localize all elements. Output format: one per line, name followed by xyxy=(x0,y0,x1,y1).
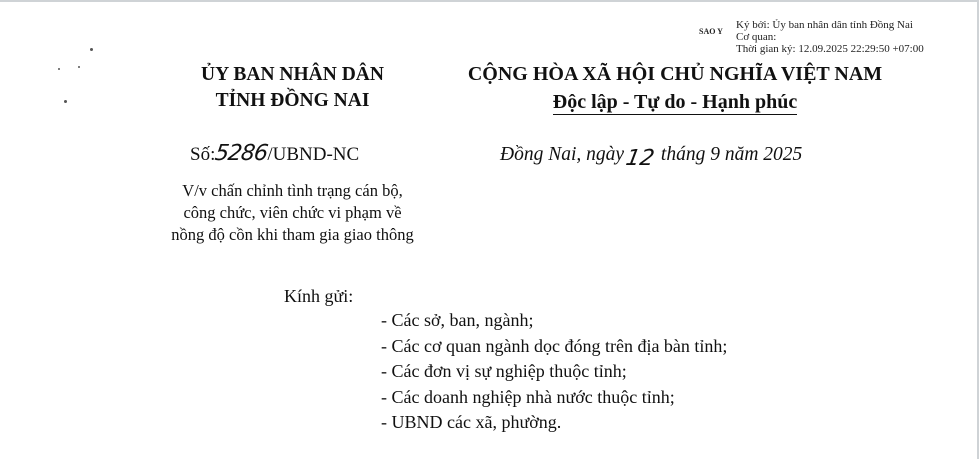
recipients-list xyxy=(381,308,727,436)
doc-number-handwritten: 5286 xyxy=(213,141,270,166)
signed-time-line: Thời gian ký: 12.09.2025 22:29:50 +07:00 xyxy=(736,43,924,55)
scan-speck xyxy=(64,100,67,103)
page-edge-right xyxy=(977,0,979,459)
subject-line-2: công chức, viên chức vi phạm về xyxy=(183,203,402,222)
recipient-item: - UBND các xã, phường. xyxy=(381,412,562,432)
recipient-item: - Các cơ quan ngành dọc đóng trên địa bàn tỉnh; xyxy=(381,335,728,356)
date-place: Đồng Nai, ngày xyxy=(500,144,625,165)
national-header xyxy=(430,60,920,116)
recipient-item: - Các sở, ban, ngành; xyxy=(381,310,534,330)
document-date xyxy=(500,141,803,171)
subject-line-3: nồng độ cồn khi tham gia giao thông xyxy=(171,225,414,244)
scan-speck xyxy=(78,66,80,68)
issuer-line-1: ỦY BAN NHÂN DÂN xyxy=(201,64,384,85)
doc-number-prefix: Số: xyxy=(190,144,216,165)
date-rest: tháng 9 năm 2025 xyxy=(660,144,803,165)
subject-line-1: V/v chấn chỉnh tình trạng cán bộ, xyxy=(182,181,403,200)
signer-line: Ký bởi: Ủy ban nhân dân tỉnh Đồng Nai xyxy=(736,19,913,31)
document-number xyxy=(190,141,359,166)
scan-speck xyxy=(58,68,60,70)
national-motto: Độc lập - Tự do - Hạnh phúc xyxy=(552,91,798,113)
page-edge-top xyxy=(0,0,978,2)
national-title: CỘNG HÒA XÃ HỘI CHỦ NGHĨA VIỆT NAM xyxy=(467,63,883,85)
document-subject xyxy=(140,180,445,246)
recipients-label: Kính gửi: xyxy=(284,286,354,306)
recipient-item: - Các đơn vị sự nghiệp thuộc tỉnh; xyxy=(381,361,627,381)
doc-number-suffix: /UBND-NC xyxy=(267,144,360,165)
agency-line: Cơ quan: xyxy=(736,31,777,43)
issuer-header xyxy=(160,62,425,114)
issuer-line-2: TỈNH ĐỒNG NAI xyxy=(215,90,370,111)
recipient-item: - Các doanh nghiệp nhà nước thuộc tỉnh; xyxy=(381,386,675,407)
scan-speck xyxy=(90,48,93,51)
date-day-handwritten: 12 xyxy=(623,146,657,171)
copy-stamp-label: SAO Y xyxy=(699,27,723,36)
